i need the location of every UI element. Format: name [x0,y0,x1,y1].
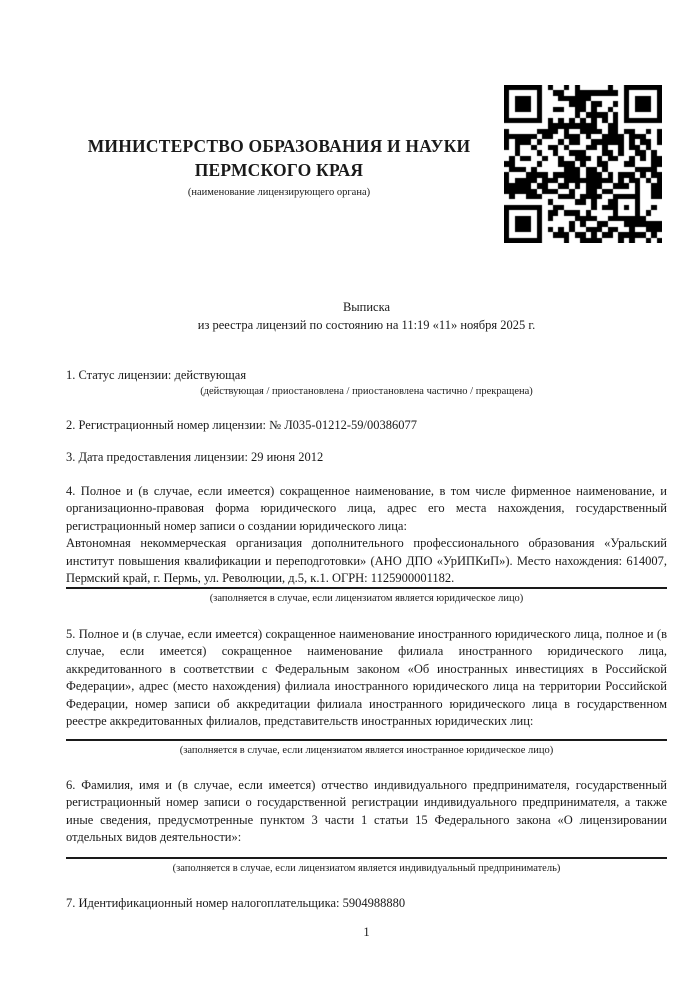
ministry-caption: (наименование лицензирующего органа) [187,187,371,198]
taxpayer-number-text: 7. Идентификационный номер налогоплательщика: 5904988880 [66,895,406,910]
page-number: 1 [363,925,370,939]
legal-entity-question-text: 4. Полное и (в случае, если имеется) сокращенное наименование, в том числе фирменное наименование, и организационно-правовая форма юридического лица, адрес его места нахождения, государственный регистрационный номер записи о создании юридического лица: [66,483,667,533]
license-status-text: 1. Статус лицензии: действующая [66,368,247,382]
foreign-entity-caption: (заполняется в случае, если лицензиатом является иностранное юридическое лицо) [179,744,554,756]
document-title-line1: Выписка [342,300,391,314]
item-individual-entrepreneur-info [66,777,667,875]
item-legal-entity-info [66,483,667,605]
ministry-name-line2: ПЕРМСКОГО КРАЯ [194,160,364,180]
qr-code [504,85,662,243]
individual-entrepreneur-question-text: 6. Фамилия, имя и (в случае, если имеется) отчество индивидуального предпринимателя, государственный регистрационный номер записи о государственной регистрации индивидуального предпринимателя, а также иные сведения, предусмотренные пунктом 3 части 1 статьи 15 Федерального закона «О лицензировании отдельных видов деятельности»: [66,777,667,844]
item-foreign-entity-info [66,626,667,757]
ministry-name [66,134,492,182]
individual-entrepreneur-caption: (заполняется в случае, если лицензиатом является индивидуальный предприниматель) [172,862,561,874]
legal-entity-value-text: Автономная некоммерческая организация дополнительного профессионального образования «Уральский институт повышения квалификации и переподготовки» (АНО ДПО «УрИПКиП»). Место нахождения: 614007, Пермский край, г. Пермь, ул. Революции, д.5, к.1. ОГРН: 1125900001182. [66,536,667,585]
document-title [66,299,667,334]
license-grant-date-text: 3. Дата предоставления лицензии: 29 июня 2012 [66,450,324,464]
item-taxpayer-number [66,895,667,913]
registration-number-text: 2. Регистрационный номер лицензии: № Л035-01212-59/00386077 [66,417,417,432]
ministry-name-line1: МИНИСТЕРСТВО ОБРАЗОВАНИЯ И НАУКИ [87,136,471,156]
licensing-authority-block [66,0,492,199]
fill-in-line [66,739,667,741]
item-license-status [66,367,667,398]
document-title-line2: из реестра лицензий по состоянию на 11:19 «11» ноября 2025 г. [197,317,536,332]
legal-entity-caption: (заполняется в случае, если лицензиатом является юридическое лицо) [209,592,524,604]
item-license-grant-date [66,449,667,467]
item-registration-number [66,417,667,435]
fill-in-line [66,857,667,859]
foreign-entity-question-text: 5. Полное и (в случае, если имеется) сокращенное наименование иностранного юридического лица, полное и (в случае, если имеется) сокращенное наименование филиала иностранного юридического лица, аккредитованного в соответствии с Федеральным законом «Об иностранных инвестициях в Российской Федерации», адрес (место нахождения) филиала иностранного юридического лица на территории Российской Федерации, номер записи об аккредитации филиала иностранного юридического лица в государственном реестре аккредитованных филиалов, представительств иностранных юридических лиц: [66,626,667,728]
license-status-options-caption: (действующая / приостановлена / приостановлена частично / прекращена) [200,385,533,397]
